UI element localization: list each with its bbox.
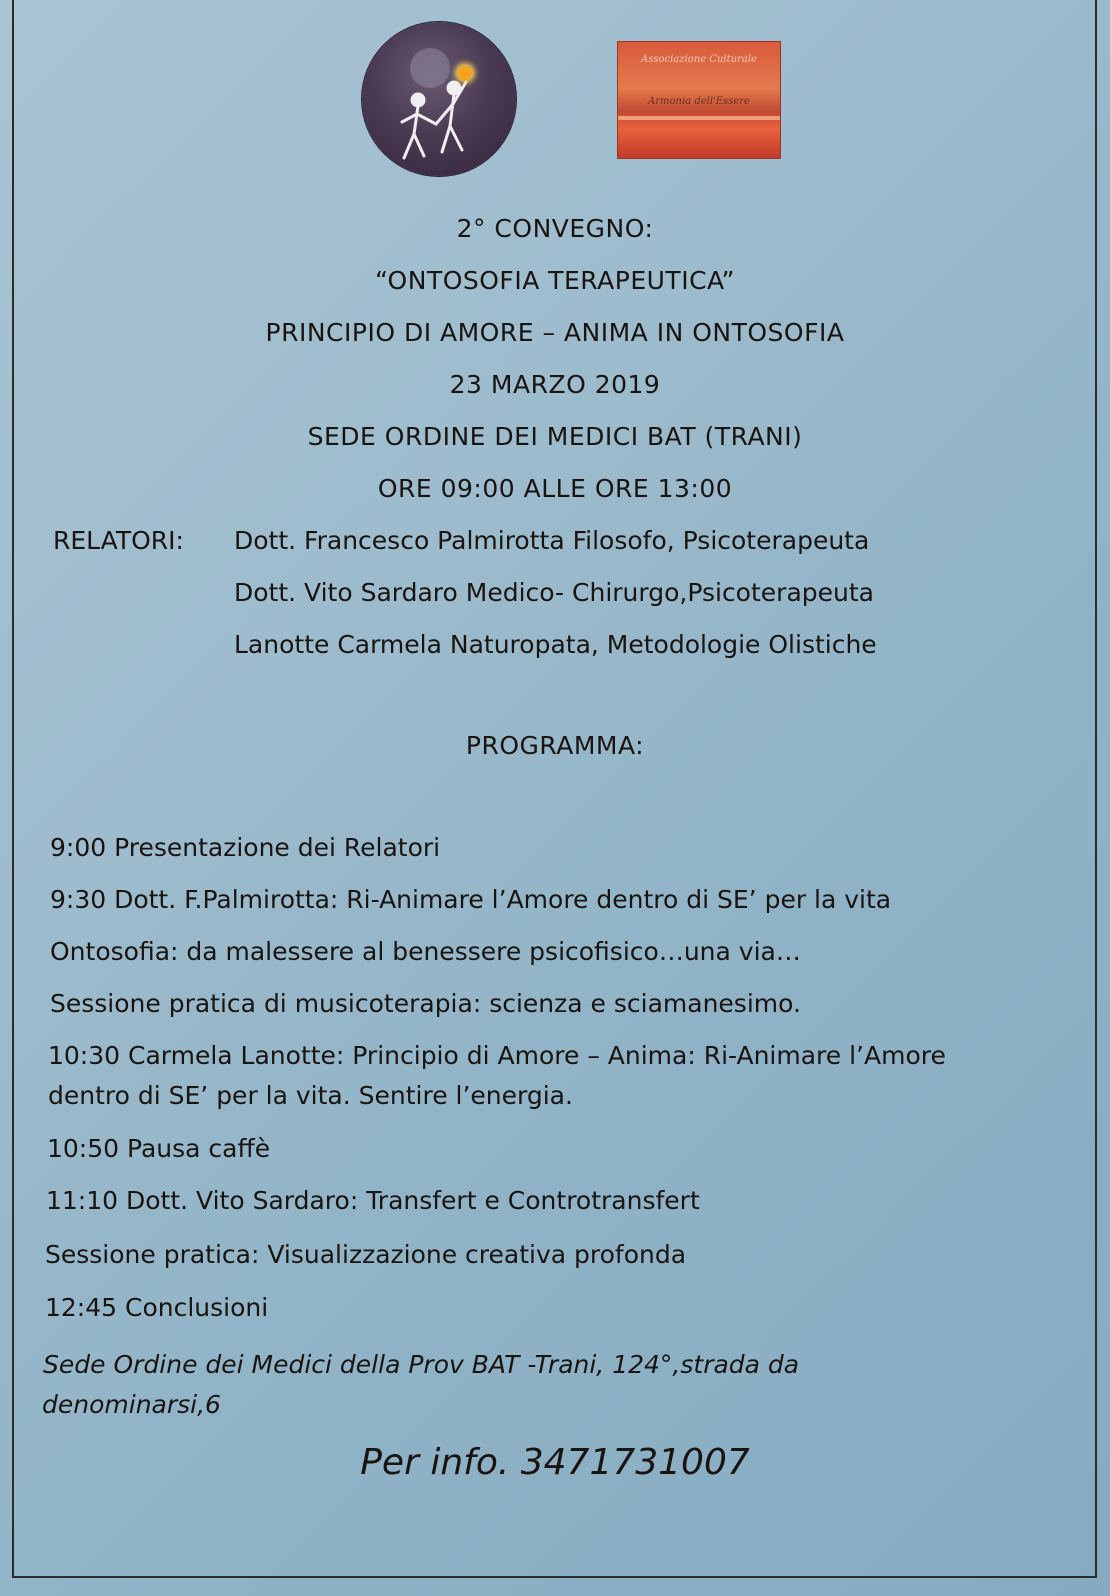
program-line: 10:50 Pausa caffè	[47, 1134, 271, 1163]
event-title: 2° CONVEGNO:	[456, 214, 654, 243]
program-heading: PROGRAMMA:	[465, 731, 645, 760]
program-line: 9:00 Presentazione dei Relatori	[50, 833, 441, 862]
event-theme: PRINCIPIO DI AMORE – ANIMA IN ONTOSOFIA	[265, 318, 845, 347]
address-line: denominarsi,6	[42, 1390, 221, 1419]
program-line: 12:45 Conclusioni	[45, 1293, 269, 1322]
program-line: Ontosofia: da malessere al benessere psicofisico…una via…	[50, 937, 801, 966]
event-hours: ORE 09:00 ALLE ORE 13:00	[377, 474, 733, 503]
association-logo	[618, 42, 780, 158]
sun-icon	[458, 66, 472, 80]
program-line: dentro di SE’ per la vita. Sentire l’energia.	[48, 1081, 573, 1110]
event-venue: SEDE ORDINE DEI MEDICI BAT (TRANI)	[307, 422, 803, 451]
sunset-horizon	[618, 116, 780, 120]
logo-text-mid: Armonia dell'Essere	[648, 96, 750, 107]
event-date: 23 MARZO 2019	[449, 370, 661, 399]
circle-logo-figures-icon	[362, 22, 516, 176]
program-line: Sessione pratica: Visualizzazione creativa profonda	[45, 1240, 687, 1269]
speakers-label: RELATORI:	[53, 526, 184, 555]
speaker-item: Dott. Vito Sardaro Medico- Chirurgo,Psicoterapeuta	[234, 578, 874, 607]
program-line: 9:30 Dott. F.Palmirotta: Ri-Animare l’Amore dentro di SE’ per la vita	[50, 885, 892, 914]
address-line: Sede Ordine dei Medici della Prov BAT -Trani, 124°,strada da	[43, 1350, 800, 1379]
speaker-item: Dott. Francesco Palmirotta Filosofo, Psicoterapeuta	[234, 526, 870, 555]
event-subtitle: “ONTOSOFIA TERAPEUTICA”	[375, 266, 735, 295]
logo-text-top: Associazione Culturale	[641, 54, 757, 65]
program-line: Sessione pratica di musicoterapia: scienza e sciamanesimo.	[50, 989, 801, 1018]
dancing-figures-icon	[362, 22, 516, 176]
speaker-item: Lanotte Carmela Naturopata, Metodologie Olistiche	[234, 630, 877, 659]
contact-info: Per info. 3471731007	[360, 1442, 750, 1483]
program-line: 10:30 Carmela Lanotte: Principio di Amore – Anima: Ri-Animare l’Amore	[48, 1041, 946, 1070]
program-line: 11:10 Dott. Vito Sardaro: Transfert e Controtransfert	[46, 1186, 700, 1215]
